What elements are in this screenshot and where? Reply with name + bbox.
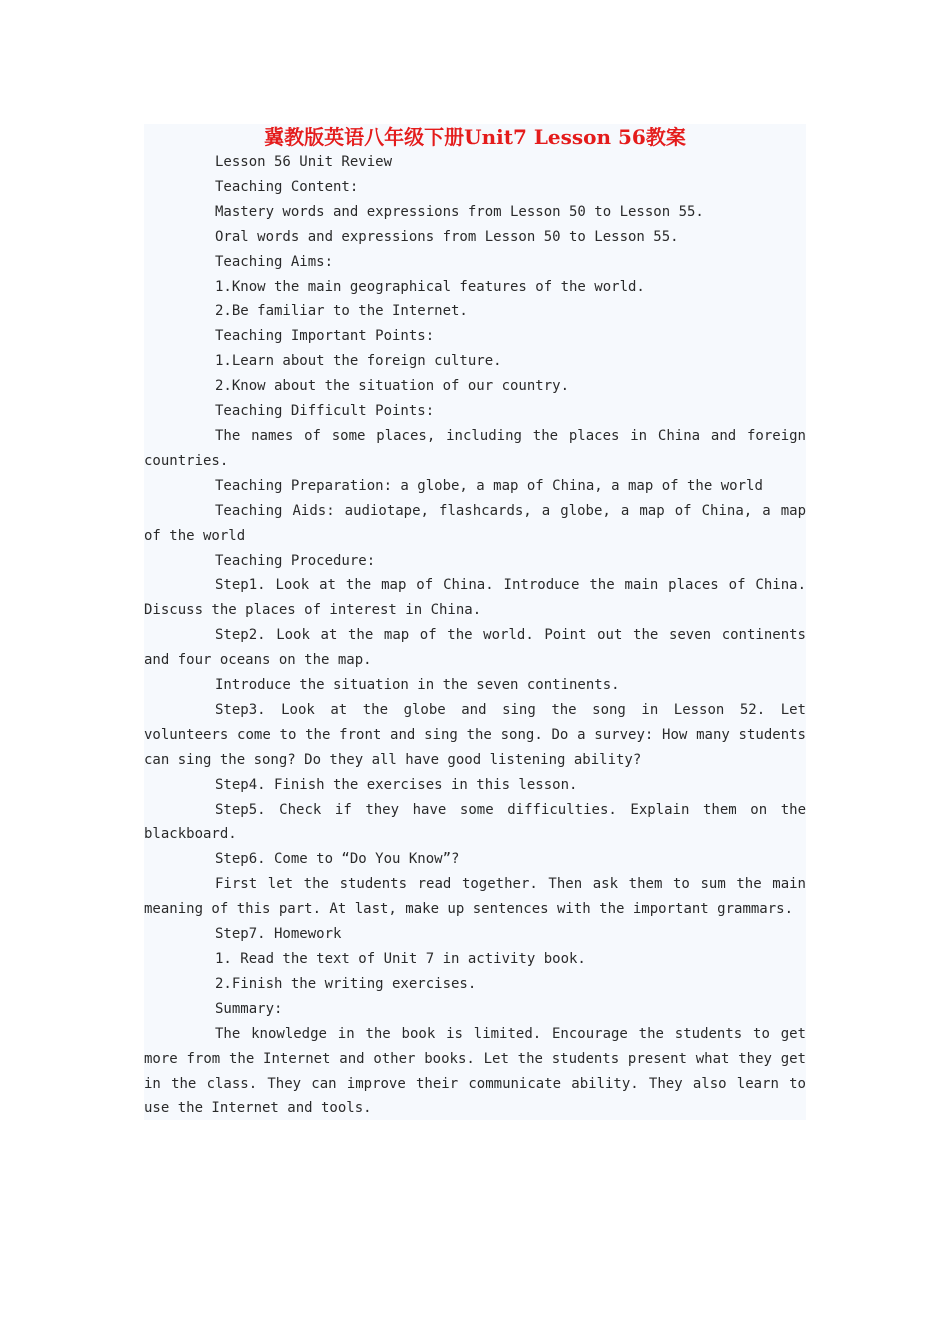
paragraph: Step1. Look at the map of China. Introduce the main places of China. Discuss the places of interest in China.	[144, 577, 806, 619]
paragraph: 1.Know the main geographical features of the world.	[215, 278, 645, 295]
paragraph: Oral words and expressions from Lesson 50 to Lesson 55.	[215, 228, 679, 245]
paragraph: 2.Know about the situation of our country.	[215, 378, 570, 395]
paragraph: 2.Finish the writing exercises.	[215, 975, 477, 992]
paragraph: The knowledge in the book is limited. Encourage the students to get more from the Internet and other books. Let the students present what they get in the class. They can improve their communicate ability. They also learn to use the Internet and tools.	[144, 1025, 806, 1117]
paragraph: Teaching Important Points:	[215, 328, 435, 345]
paragraph: Mastery words and expressions from Lesson 50 to Lesson 55.	[215, 203, 704, 220]
paragraph: Teaching Aids: audiotape, flashcards, a globe, a map of China, a map of the world	[144, 502, 806, 544]
paragraph: Step6. Come to “Do You Know”?	[215, 851, 460, 868]
paragraph: Summary:	[215, 1000, 283, 1017]
paragraph: Step3. Look at the globe and sing the song in Lesson 52. Let volunteers come to the front and sing the song. Do a survey: How many students can sing the song? Do they all have good listening ability?	[144, 701, 806, 768]
paragraph: Introduce the situation in the seven continents.	[215, 677, 620, 694]
paragraph: Lesson 56 Unit Review	[215, 154, 393, 170]
paragraph: 1. Read the text of Unit 7 in activity book.	[215, 951, 586, 967]
document-body	[144, 150, 806, 1121]
paragraph: 2.Be familiar to the Internet.	[215, 303, 468, 320]
paragraph: The names of some places, including the places in China and foreign countries.	[144, 427, 806, 469]
paragraph: Step5. Check if they have some difficulties. Explain them on the blackboard.	[144, 801, 806, 843]
paragraph: Step2. Look at the map of the world. Point out the seven continents and four oceans on the map.	[144, 627, 806, 669]
paragraph: Teaching Content:	[215, 178, 359, 195]
document-title: 冀教版英语八年级下册Unit7 Lesson 56教案	[264, 125, 686, 149]
paragraph: Teaching Difficult Points:	[215, 403, 435, 420]
paragraph: Step7. Homework	[215, 926, 342, 943]
paragraph: Step4. Finish the exercises in this lesson.	[215, 776, 578, 793]
paragraph: Teaching Aims:	[215, 253, 334, 270]
paragraph: 1.Learn about the foreign culture.	[215, 353, 502, 370]
paragraph: Teaching Procedure:	[215, 552, 376, 569]
document-page	[144, 124, 806, 1120]
paragraph: Teaching Preparation: a globe, a map of China, a map of the world	[215, 477, 763, 494]
paragraph: First let the students read together. Then ask them to sum the main meaning of this part. At last, make up sentences with the important grammars.	[144, 876, 806, 918]
